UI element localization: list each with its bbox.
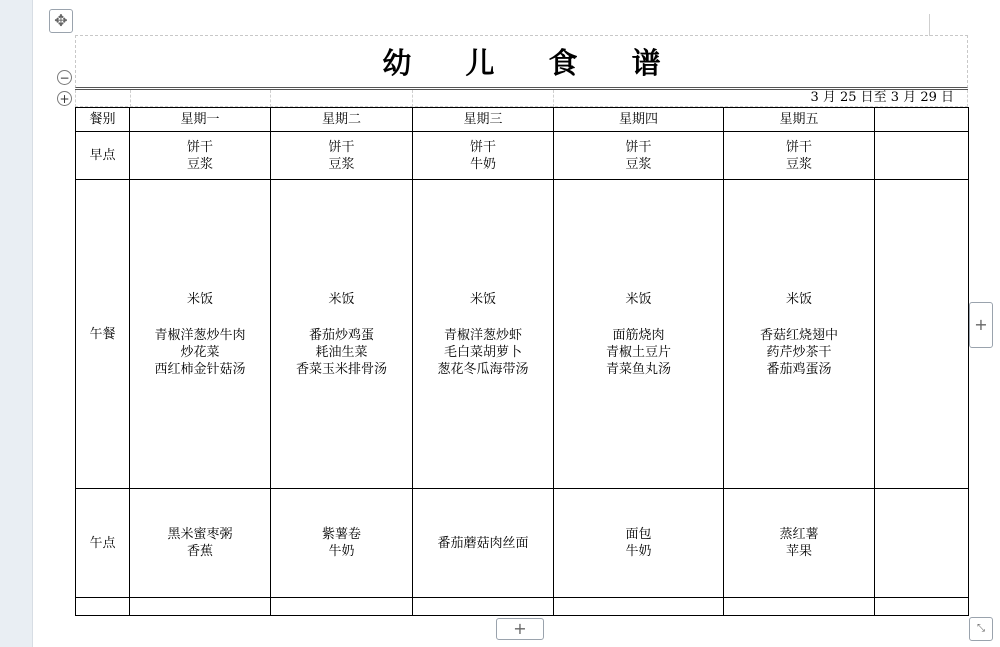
- table-cell[interactable]: [554, 598, 724, 616]
- blank-line: [130, 308, 270, 327]
- staple-food: 米饭: [785, 291, 812, 307]
- dish: 青椒洋葱炒虾: [443, 327, 522, 343]
- table-resize-handle[interactable]: [969, 617, 993, 641]
- table-cell[interactable]: [554, 489, 724, 598]
- meal-label: 午点: [89, 535, 116, 551]
- plus-icon: +: [513, 619, 527, 638]
- table-cell[interactable]: [875, 489, 969, 598]
- dish: 青菜鱼丸汤: [605, 361, 671, 377]
- table-cell[interactable]: [413, 180, 554, 489]
- blank-line: [271, 308, 412, 327]
- table-cell[interactable]: [130, 132, 271, 180]
- dish: 饼干: [469, 139, 496, 155]
- menu-table: [75, 107, 969, 616]
- dish: 蒸红薯: [779, 527, 819, 542]
- meal-label-cell[interactable]: [76, 489, 130, 598]
- dish: 紫薯卷: [321, 527, 361, 542]
- table-cell[interactable]: [271, 180, 413, 489]
- dish: 青椒土豆片: [605, 344, 671, 360]
- blank-line: [413, 308, 553, 327]
- title-box: [75, 35, 968, 88]
- table-cell[interactable]: [724, 180, 875, 489]
- table-cell[interactable]: [875, 132, 969, 180]
- table-cell[interactable]: [271, 132, 413, 180]
- table-cell[interactable]: [724, 598, 875, 616]
- dish: 番茄蘑菇肉丝面: [437, 535, 529, 551]
- date-strip: [75, 90, 968, 107]
- dish: 毛白菜胡萝卜: [443, 344, 522, 360]
- dish: 耗油生菜: [315, 344, 368, 360]
- minus-circle-icon: −: [59, 70, 70, 85]
- header-label: 餐别: [89, 112, 116, 127]
- header-label: 星期一: [180, 112, 220, 127]
- dish: 豆浆: [625, 156, 652, 172]
- plus-icon: +: [974, 315, 988, 334]
- table-cell[interactable]: [724, 132, 875, 180]
- table-cell[interactable]: [554, 180, 724, 489]
- expand-button[interactable]: [57, 91, 72, 106]
- dish: 炒花菜: [180, 344, 220, 360]
- dish: 苹果: [785, 544, 812, 559]
- lunch-row: [76, 180, 969, 489]
- dish: 豆浆: [186, 156, 213, 172]
- dish: 牛奶: [328, 544, 355, 559]
- dish: 香蕉: [186, 544, 213, 559]
- header-cell[interactable]: [554, 108, 724, 132]
- page-margin-marker: [929, 14, 930, 36]
- meal-label: 午餐: [89, 326, 116, 342]
- date-range: 3 月 25 日至 3 月 29 日: [810, 90, 954, 105]
- move-arrows-icon: ✥: [54, 11, 68, 30]
- dish: 饼干: [328, 139, 355, 155]
- meal-label: 早点: [89, 148, 116, 163]
- header-cell[interactable]: [724, 108, 875, 132]
- page-title: 幼 儿 食 谱: [382, 46, 683, 80]
- blank-line: [724, 308, 874, 327]
- header-cell[interactable]: [76, 108, 130, 132]
- breakfast-row: [76, 132, 969, 180]
- header-label: 星期三: [463, 112, 503, 127]
- header-row: [76, 108, 969, 132]
- plus-circle-icon: +: [59, 91, 70, 106]
- strip-divider: [412, 90, 413, 107]
- header-label: 星期四: [618, 112, 658, 127]
- header-cell[interactable]: [130, 108, 271, 132]
- collapse-button[interactable]: [57, 70, 72, 85]
- table-cell[interactable]: [875, 180, 969, 489]
- staple-food: 米饭: [186, 291, 213, 307]
- snack-row: [76, 489, 969, 598]
- header-label: 星期二: [321, 112, 361, 127]
- dish: 番茄炒鸡蛋: [308, 327, 374, 343]
- dish: 饼干: [186, 139, 213, 155]
- table-cell[interactable]: [130, 489, 271, 598]
- table-cell[interactable]: [724, 489, 875, 598]
- table-cell[interactable]: [271, 598, 413, 616]
- blank-line: [554, 308, 723, 327]
- header-cell[interactable]: [271, 108, 413, 132]
- header-cell[interactable]: [413, 108, 554, 132]
- dish: 牛奶: [469, 156, 496, 172]
- table-cell[interactable]: [413, 598, 554, 616]
- dish: 香菇红烧翅中: [759, 327, 838, 343]
- dish: 面包: [625, 527, 652, 542]
- strip-divider: [130, 90, 131, 107]
- empty-row: [76, 598, 969, 616]
- dish: 黑米蜜枣粥: [167, 527, 233, 542]
- add-row-button[interactable]: [496, 618, 544, 640]
- dish: 香菜玉米排骨汤: [295, 361, 387, 377]
- header-cell[interactable]: [875, 108, 969, 132]
- dish: 西红柿金针菇汤: [154, 361, 246, 377]
- strip-divider: [553, 90, 554, 107]
- table-cell[interactable]: [413, 489, 554, 598]
- left-gutter: [0, 0, 33, 647]
- staple-food: 米饭: [625, 291, 652, 307]
- dish: 青椒洋葱炒牛肉: [154, 327, 246, 343]
- dish: 饼干: [785, 139, 812, 155]
- staple-food: 米饭: [469, 291, 496, 307]
- dish: 药芹炒茶干: [766, 344, 832, 360]
- table-cell[interactable]: [130, 180, 271, 489]
- table-cell[interactable]: [76, 598, 130, 616]
- dish: 番茄鸡蛋汤: [766, 361, 832, 377]
- table-cell[interactable]: [413, 132, 554, 180]
- meal-label-cell[interactable]: [76, 132, 130, 180]
- table-move-handle[interactable]: [49, 9, 73, 33]
- dish: 牛奶: [625, 544, 652, 559]
- dish: 饼干: [625, 139, 652, 155]
- dish: 豆浆: [785, 156, 812, 172]
- table-cell[interactable]: [554, 132, 724, 180]
- dish: 葱花冬瓜海带汤: [437, 361, 529, 377]
- header-label: 星期五: [779, 112, 819, 127]
- dish: 豆浆: [328, 156, 355, 172]
- table-cell[interactable]: [130, 598, 271, 616]
- strip-divider: [270, 90, 271, 107]
- add-column-button[interactable]: [969, 302, 993, 348]
- table-cell[interactable]: [271, 489, 413, 598]
- resize-corner-icon: ⤡: [977, 623, 985, 634]
- meal-label-cell[interactable]: [76, 180, 130, 489]
- staple-food: 米饭: [328, 291, 355, 307]
- dish: 面筋烧肉: [612, 327, 665, 343]
- table-cell[interactable]: [875, 598, 969, 616]
